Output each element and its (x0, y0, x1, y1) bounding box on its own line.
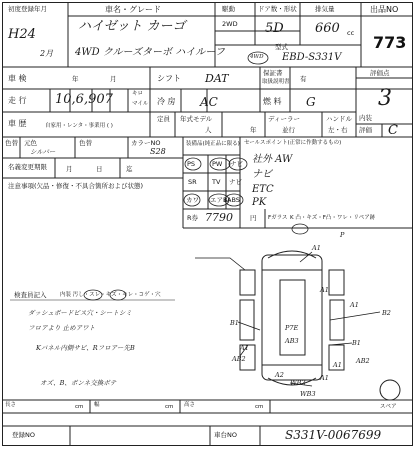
displacement-value: 660 (315, 21, 340, 36)
four-wd-mark: 4WD (250, 54, 264, 60)
diagram-label: AB2 (232, 355, 246, 363)
diagram-label: AB2 (356, 357, 370, 365)
car-name: ハイゼット カーゴ (78, 19, 186, 34)
lot-number: 773 (373, 33, 407, 52)
original-color-value: シルバー (30, 148, 56, 156)
sales-point-label: セールスポイント(正常に作動するもの) (244, 140, 342, 146)
first-reg-label: 初度登録年月 (8, 5, 47, 13)
interior-value: C (388, 123, 398, 138)
warranty-value: 有 (300, 75, 307, 83)
inspector-options: 内装 汚し・スレ・キズ・キレ・コゲ・穴 (60, 292, 161, 298)
name-change-label: 名義変更期限 (8, 163, 47, 171)
inspector-comment: オズ、B、ボンネ交換ボテ (40, 379, 117, 387)
equip-airbag: エアB (210, 196, 228, 204)
displacement-label: 排気量 (315, 5, 335, 13)
sales-point-item: PK (252, 197, 267, 208)
door-label: ドア数・形状 (258, 5, 297, 13)
diagram-label: P (340, 231, 345, 239)
manual-label: 取扱説明書 (262, 79, 290, 85)
inspection-label: 車 検 (8, 74, 27, 83)
equip-navi: ナビ (230, 160, 243, 168)
interior-sub: 評価 (359, 126, 372, 134)
height-label: 高さ (184, 402, 196, 408)
chassis-value: S331V-0067699 (285, 428, 382, 442)
color-label: 色替 (5, 139, 18, 147)
capacity-label: 定員 (157, 115, 170, 123)
original-color-label: 元色 (24, 139, 37, 147)
equipment-label: 装備品(純正品に限る) (186, 141, 240, 147)
height-unit: cm (255, 404, 264, 410)
model-prefix-label: 型式 (275, 43, 288, 51)
diagram-label: A1 (333, 361, 342, 369)
diagram-label: A1 (240, 344, 249, 352)
grade: 4WD クルーズターボ ハイルーフ (75, 47, 225, 58)
length-label: 長さ (5, 402, 17, 408)
door-value: 5D (265, 21, 284, 36)
drive-label: 駆動 (222, 5, 235, 13)
diagram-label: B1 (230, 319, 239, 327)
mileage-label: 走 行 (8, 96, 27, 105)
length-unit: cm (75, 404, 84, 410)
mileage-unit: キロ (132, 91, 144, 97)
glass-label: Fガラス (268, 215, 288, 221)
width-unit: cm (165, 404, 174, 410)
equip-sr: SR (188, 178, 197, 186)
recycle-value: 7790 (205, 211, 233, 224)
diagram-label: WB3 (290, 379, 306, 387)
fuel-value: G (306, 95, 316, 109)
drive-value: 2WD (222, 20, 238, 28)
shift-label: シフト (157, 74, 181, 83)
history-label: 車 歴 (8, 119, 27, 128)
name-day-unit: 日 (96, 165, 103, 173)
warranty-label: 保証書 (263, 69, 283, 77)
inspector-label: 検査員記入 (14, 291, 47, 299)
name-grade-label: 車名・グレード (105, 5, 161, 14)
capacity-unit: 人 (205, 126, 212, 134)
sales-point-item: ETC (252, 184, 274, 195)
first-reg-month: 2月 (40, 49, 54, 58)
shift-value: DAT (205, 72, 229, 85)
fuel-label: 燃 料 (263, 97, 282, 106)
aircon-value: AC (200, 95, 218, 109)
inspector-comment: フロアより 止めアワト (28, 324, 96, 332)
color-no-value: S28 (150, 147, 166, 156)
diagram-label: AB3 (285, 337, 299, 345)
chassis-label: 車台NO (214, 431, 237, 439)
model-year-unit: 年 (250, 126, 257, 134)
aircon-label: 冷 房 (157, 97, 176, 106)
dealer-label: ディーラー (268, 115, 300, 123)
spare-label: スペア (380, 404, 397, 410)
color-no-label: カラーNO (131, 139, 161, 147)
equip-abs: ABS (227, 196, 240, 204)
name-month-unit: 月 (66, 165, 73, 173)
score-value: 3 (378, 86, 392, 111)
notes-label: 注意事項(欠品・修復・不具合箇所および状態) (8, 182, 144, 190)
diagram-label: WB3 (300, 390, 316, 398)
reg-no-label: 登録NO (12, 431, 35, 439)
inspector-comment: Kパネル内側サビ、Rフロアー先B (36, 344, 135, 352)
handle-value: 左・右 (328, 126, 348, 134)
new-color-label: 色替 (79, 139, 92, 147)
recycle-unit: 円 (250, 214, 257, 222)
first-reg-year: H24 (8, 27, 36, 42)
handle-label: ハンドル (326, 115, 352, 123)
diagram-label: A1 (320, 286, 329, 294)
diagram-label: A1 (320, 374, 329, 382)
model-code: EBD-S331V (282, 52, 342, 63)
history-options: 自家用・レンタ・事業用 ( ) (45, 123, 113, 129)
equip-tv: TV (212, 178, 221, 186)
diagram-label: A2 (275, 371, 284, 379)
sales-point-item: 社外 AW (252, 154, 293, 165)
mileage-unit2: マイル (132, 101, 149, 107)
equip-navi2: ナビ (229, 178, 242, 186)
diagram-label: A1 (350, 301, 359, 309)
score-label: 評価点 (370, 69, 390, 77)
equip-ps: PS (187, 160, 196, 168)
name-until: 迄 (126, 165, 133, 173)
diagram-label: A1 (312, 244, 321, 252)
diagram-label: P7E (285, 324, 299, 332)
year-unit: 年 (72, 75, 79, 83)
dealer-value: 並行 (282, 126, 295, 134)
inspector-comment: ダッシュボードビス穴・シートシミ (28, 309, 132, 317)
recycle-label: R券 (187, 214, 199, 222)
width-label: 幅 (94, 402, 100, 408)
interior-label: 内装 (359, 114, 372, 122)
mileage-value: 10,6,907 (55, 92, 113, 107)
month-unit: 月 (110, 75, 117, 83)
sales-point-item: ナビ (252, 169, 272, 180)
glass-options: K 凸・キズ・F凸・ワレ・リペア跡 (290, 215, 376, 221)
lot-label: 出品NO (370, 5, 399, 14)
displacement-unit: cc (347, 29, 355, 37)
diagram-label: B1 (352, 339, 361, 347)
diagram-label: B2 (382, 309, 391, 317)
equip-aw: カワ (186, 196, 199, 204)
model-year-label: 年式モデル (180, 115, 213, 123)
equip-pw: PW (212, 160, 223, 168)
